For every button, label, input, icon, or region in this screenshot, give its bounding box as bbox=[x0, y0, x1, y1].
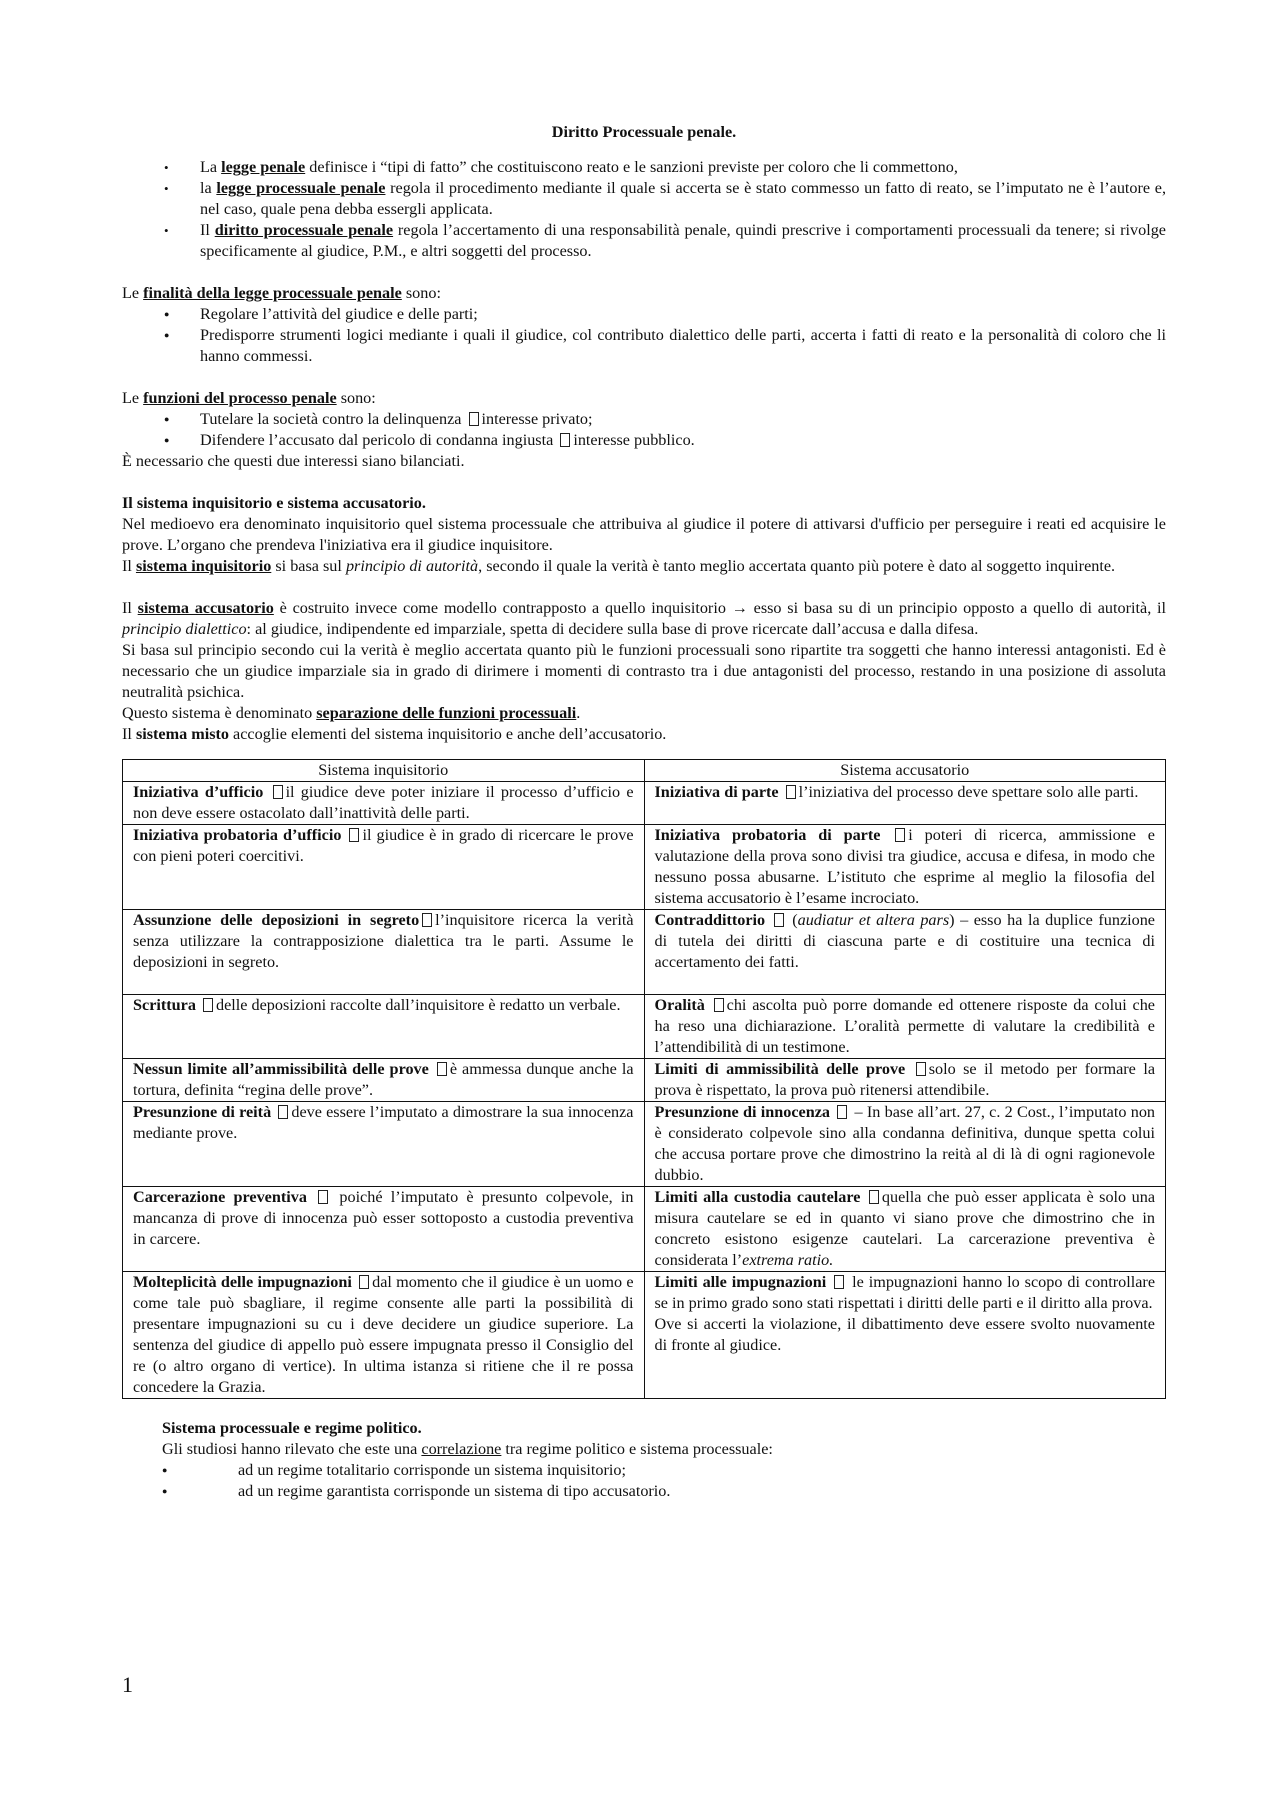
section-heading-sistema: Il sistema inquisitorio e sistema accusatorio. bbox=[122, 494, 426, 512]
list-item: • La legge penale definisce i “tipi di fatto” che costituiscono reato e le sanzioni previste per coloro che li commettono, bbox=[122, 157, 1166, 178]
column-header: Sistema accusatorio bbox=[644, 760, 1166, 782]
table-cell: Iniziativa probatoria d’ufficio il giudice è in grado di ricercare le prove con pieni poteri coercitivi. bbox=[123, 825, 645, 910]
comparison-table bbox=[122, 759, 1166, 1399]
sistema-paragraph-6: Il sistema misto accoglie elementi del sistema inquisitorio e anche dell’accusatorio. bbox=[122, 725, 667, 743]
table-row bbox=[123, 910, 1166, 995]
table-cell: Presunzione di innocenza – In base all’art. 27, c. 2 Cost., l’imputato non è considerato colpevole sino alla condanna definitiva, dunque spetta colui che accusa portare prove che dimostrino la reità al di là di ogni ragionevole dubbio. bbox=[644, 1102, 1166, 1187]
table-cell: Assunzione delle deposizioni in segreto l’inquisitore ricerca la verità senza utilizzare la contrapposizione dialettica tra le parti. Assume le deposizioni in segreto. bbox=[123, 910, 645, 995]
finalita-list bbox=[122, 304, 1166, 367]
funzioni-list bbox=[122, 409, 1166, 451]
table-row bbox=[123, 825, 1166, 910]
arrow-icon bbox=[359, 1275, 369, 1289]
table-cell: Iniziativa di parte l’iniziativa del processo deve spettare solo alle parti. bbox=[644, 782, 1166, 825]
table-row bbox=[123, 1187, 1166, 1272]
funzioni-note: È necessario che questi due interessi siano bilanciati. bbox=[122, 452, 465, 470]
list-item: ● Regolare l’attività del giudice e delle parti; bbox=[122, 304, 1166, 325]
arrow-icon bbox=[837, 1105, 847, 1119]
table-row bbox=[123, 1272, 1166, 1399]
regime-section bbox=[122, 1418, 1166, 1502]
list-item: ● Difendere l’accusato dal pericolo di condanna ingiusta interesse pubblico. bbox=[122, 430, 1166, 451]
list-item: ● Tutelare la società contro la delinquenza interesse privato; bbox=[122, 409, 1166, 430]
arrow-icon bbox=[774, 913, 784, 927]
funzioni-intro: Le funzioni del processo penale sono: bbox=[122, 389, 376, 407]
column-header: Sistema inquisitorio bbox=[123, 760, 645, 782]
intro-list bbox=[122, 157, 1166, 262]
finalita-intro: Le finalità della legge processuale penale sono: bbox=[122, 284, 441, 302]
table-cell: Limiti alle impugnazioni le impugnazioni hanno lo scopo di controllare se in primo grado sono stati rispettati i diritti delle parti e il diritto alla prova. Ove si accerti la violazione, il dibattimento deve essere svolto nuovamente di fronte al giudice. bbox=[644, 1272, 1166, 1399]
arrow-icon bbox=[422, 913, 432, 927]
arrow-icon bbox=[273, 785, 283, 799]
table-row bbox=[123, 1059, 1166, 1102]
table-cell: Carcerazione preventiva poiché l’imputato è presunto colpevole, in mancanza di prove di innocenza può esser sottoposto a custodia preventiva in carcere. bbox=[123, 1187, 645, 1272]
page-title: Diritto Processuale penale. bbox=[551, 123, 737, 141]
table-cell: Iniziativa probatoria di parte i poteri di ricerca, ammissione e valutazione della prova sono divisi tra giudice, accusa e difesa, in modo che nessuno possa abusarne. L’istituto che esprime al meglio la filosofia del sistema accusatorio è l’esame incrociato. bbox=[644, 825, 1166, 910]
arrow-icon bbox=[895, 828, 905, 842]
arrow-icon bbox=[786, 785, 796, 799]
list-item: ● Predisporre strumenti logici mediante i quali il giudice, col contributo dialettico delle parti, accerta i fatti di reato e la personalità di coloro che li hanno commessi. bbox=[122, 325, 1166, 367]
regime-paragraph: Gli studiosi hanno rilevato che este una correlazione tra regime politico e sistema processuale: bbox=[162, 1440, 773, 1458]
sistema-paragraph-3: Il sistema accusatorio è costruito invece come modello contrapposto a quello inquisitorio → esso si basa su di un principio opposto a quello di autorità, il principio dialettico: al giudice, indipendente ed imparziale, spetta di decidere sulla base di prove ricercate dall’accusa e dalla difesa. bbox=[122, 599, 1167, 638]
table-cell: Iniziativa d’ufficio il giudice deve poter iniziare il processo d’ufficio e non deve essere ostacolato dall’inattività delle parti. bbox=[123, 782, 645, 825]
table-row bbox=[123, 1102, 1166, 1187]
table-cell: Limiti di ammissibilità delle prove solo se il metodo per formare la prova è rispettato, la prova può ritenersi attendibile. bbox=[644, 1059, 1166, 1102]
arrow-icon bbox=[916, 1062, 926, 1076]
sistema-paragraph-1: Nel medioevo era denominato inquisitorio quel sistema processuale che attribuiva al giudice il potere di attivarsi d'ufficio per perseguire i reati ed acquisire le prove. L’organo che prendeva l'iniziativa era il giudice inquisitore. bbox=[122, 515, 1166, 554]
table-cell: Limiti alla custodia cautelare quella che può esser applicata è solo una misura cautelare se ed in quanto vi siano prove che dimostrino che in concreto esistono esigenze cautelari. La carcerazione preventiva è considerata l’extrema ratio. bbox=[644, 1187, 1166, 1272]
section-heading-regime: Sistema processuale e regime politico. bbox=[162, 1419, 422, 1437]
arrow-icon bbox=[869, 1190, 879, 1204]
arrow-icon bbox=[278, 1105, 288, 1119]
term-legge-penale: legge penale bbox=[221, 158, 306, 176]
document-body bbox=[122, 122, 1166, 1502]
table-cell: Contraddittorio (audiatur et altera pars) – esso ha la duplice funzione di tutela dei diritti di ciascuna parte e di costituire una tecnica di accertamento dei fatti. bbox=[644, 910, 1166, 995]
arrow-icon bbox=[834, 1275, 844, 1289]
term-legge-processuale: legge processuale penale bbox=[216, 179, 386, 197]
list-item: • la legge processuale penale regola il procedimento mediante il quale si accerta se è stato commesso un fatto di reato, se l’imputato ne è l’autore e, nel caso, quale pena debba essergli applicata. bbox=[122, 178, 1166, 220]
list-item: ● ad un regime garantista corrisponde un sistema di tipo accusatorio. bbox=[122, 1481, 1166, 1502]
arrow-icon bbox=[469, 412, 479, 426]
table-cell: Molteplicità delle impugnazioni dal momento che il giudice è un uomo e come tale può sbagliare, il regime consente alle parti la possibilità di presentare impugnazioni su cu i deve decidere un giudice superiore. La sentenza del giudice di appello può essere impugnata presso il Consiglio del re (o altro organo di vertice). In ultima istanza si ritiene che il re possa concedere la Grazia. bbox=[123, 1272, 645, 1399]
arrow-icon bbox=[560, 433, 570, 447]
table-row bbox=[123, 782, 1166, 825]
arrow-icon bbox=[437, 1062, 447, 1076]
table-cell: Oralità chi ascolta può porre domande ed ottenere risposte da colui che ha reso una dichiarazione. L’oralità permette di valutare la credibilità e l’attendibilità di un testimone. bbox=[644, 995, 1166, 1059]
sistema-paragraph-5: Questo sistema è denominato separazione delle funzioni processuali. bbox=[122, 704, 581, 722]
sistema-paragraph-2: Il sistema inquisitorio si basa sul principio di autorità, secondo il quale la verità è tanto meglio accertata quanto più potere è dato al soggetto inquirente. bbox=[122, 557, 1116, 575]
table-cell: Presunzione di reità deve essere l’imputato a dimostrare la sua innocenza mediante prove. bbox=[123, 1102, 645, 1187]
arrow-icon bbox=[318, 1190, 328, 1204]
table-cell: Nessun limite all’ammissibilità delle prove è ammessa dunque anche la tortura, definita “regina delle prove”. bbox=[123, 1059, 645, 1102]
term-diritto-processuale: diritto processuale penale bbox=[214, 221, 394, 239]
table-header-row bbox=[123, 760, 1166, 782]
regime-list bbox=[122, 1460, 1166, 1502]
arrow-icon bbox=[203, 998, 213, 1012]
sistema-paragraph-4: Si basa sul principio secondo cui la verità è meglio accertata quanto più le funzioni processuali sono ripartite tra soggetti che hanno interessi antagonisti. Ed è necessario che un giudice imparziale sia in grado di dirimere i momenti di contrasto tra i due antagonisti del processo, restando in una posizione di assoluta neutralità psichica. bbox=[122, 641, 1166, 701]
page-number: 1 bbox=[122, 1672, 133, 1697]
arrow-icon bbox=[714, 998, 724, 1012]
list-item: ● ad un regime totalitario corrisponde un sistema inquisitorio; bbox=[122, 1460, 1166, 1481]
table-row bbox=[123, 995, 1166, 1059]
list-item: • Il diritto processuale penale regola l’accertamento di una responsabilità penale, quindi prescrive i comportamenti processuali da tenere; si rivolge specificamente al giudice, P.M., e altri soggetti del processo. bbox=[122, 220, 1166, 262]
table-cell: Scrittura delle deposizioni raccolte dall’inquisitore è redatto un verbale. bbox=[123, 995, 645, 1059]
arrow-icon bbox=[349, 828, 359, 842]
